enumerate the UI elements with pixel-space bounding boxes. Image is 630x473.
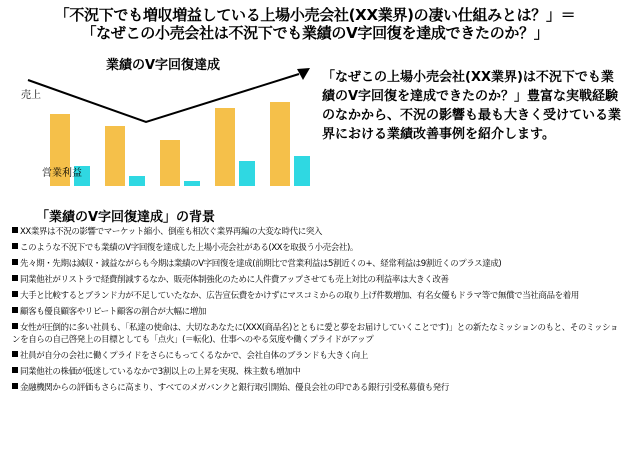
bullet-item: [12, 350, 624, 362]
bullet-item: [12, 322, 624, 346]
section-heading: 「業績のV字回復達成」の背景: [36, 206, 215, 226]
bullet-item: [12, 258, 624, 270]
bullet-square-icon: [12, 367, 18, 373]
bar-operating-profit: [294, 156, 310, 186]
bullet-text: このような不況下でも業績のV字回復を達成した上場小売会社がある(XXを取扱う小売会社)。: [20, 243, 358, 253]
chart-svg: [14, 52, 314, 202]
title-line-1: 「不況下でも増収増益している上場小売会社(XX業界)の凄い仕組みとは？」＝: [54, 6, 576, 24]
bullet-text: 同業他社の株価が低迷しているなかで3割以上の上昇を実現、株主数も増加中: [20, 367, 301, 377]
bullet-square-icon: [12, 259, 18, 265]
chart-title: 業績のV字回復達成: [106, 58, 221, 73]
bullet-item: [12, 242, 624, 254]
bullet-text: 社員が自分の会社に働くプライドをさらにもってくるなかで、会社自体のブランドも大きく向上: [20, 351, 368, 361]
bullet-item: [12, 382, 624, 394]
bullet-item: [12, 274, 624, 286]
bullet-square-icon: [12, 351, 18, 357]
bullet-text: 同業他社がリストラで経費削減するなか、販売体制強化のために人件費アップさせても売上対比の利益率は大きく改善: [20, 275, 449, 285]
bar-operating-profit: [184, 181, 200, 186]
chart-label-operating-profit: 営業利益: [42, 168, 82, 179]
bullet-square-icon: [12, 275, 18, 281]
bullet-square-icon: [12, 227, 18, 233]
page-title: [0, 6, 630, 42]
bullet-item: [12, 290, 624, 302]
bullet-item: [12, 226, 624, 238]
bar-sales: [270, 102, 290, 186]
bullet-text: 大手と比較するとブランド力が不足していたなか、広告宣伝費をかけずにマスコミからの取り上げ件数増加、有名女優もドラマ等で無償で当社商品を着用: [20, 291, 579, 301]
bullet-item: [12, 306, 624, 318]
bullet-text: 先々期・先期は減収・減益ながらも今期は業績のV字回復を達成(前期比で営業利益は5割近くの+、経常利益は9割近くのプラス達成): [20, 259, 502, 269]
bullet-text: XX業界は不況の影響でマーケット縮小、倒産も相次ぐ業界再編の大変な時代に突入: [20, 227, 323, 237]
bullet-square-icon: [12, 291, 18, 297]
bar-sales: [160, 140, 180, 186]
bullet-square-icon: [12, 383, 18, 389]
background-bullet-list: [12, 226, 624, 398]
bar-operating-profit: [129, 176, 145, 186]
title-line-2: 「なぜこの小売会社は不況下でも業績のV字回復を達成できたのか？」: [81, 24, 549, 42]
bar-sales: [215, 108, 235, 186]
bullet-text: 金融機関からの評価もさらに高まり、すべてのメガバンクと銀行取引開始、優良会社の印である銀行引受私募債も発行: [20, 383, 449, 393]
bullet-square-icon: [12, 323, 18, 329]
bullet-item: [12, 366, 624, 378]
bullet-text: 女性が圧倒的に多い社員も、「私達の使命は、大切なあなたに(XXX(商品名)とともに愛と夢をお届けしていくことです)」との新たなミッションのもと、そのミッションを自らの自己啓発上の目標としても「点火」(＝転化)、仕事へのやる気度や働くプライドがアップ: [12, 323, 619, 345]
bar-operating-profit: [239, 161, 255, 186]
bullet-text: 顧客も優良顧客やリピート顧客の割合が大幅に増加: [20, 307, 206, 317]
bullet-square-icon: [12, 243, 18, 249]
bar-sales: [105, 126, 125, 186]
intro-paragraph: 「なぜこの上場小売会社(XX業界)は不況下でも業績のV字回復を達成できたのか？」豊富な実戦経験のなかから、不況の影響も最も大きく受けている業界における業績改善事例を紹介します。: [322, 70, 622, 142]
bullet-square-icon: [12, 307, 18, 313]
chart-label-sales: 売上: [21, 90, 41, 101]
v-recovery-chart: [14, 52, 314, 202]
